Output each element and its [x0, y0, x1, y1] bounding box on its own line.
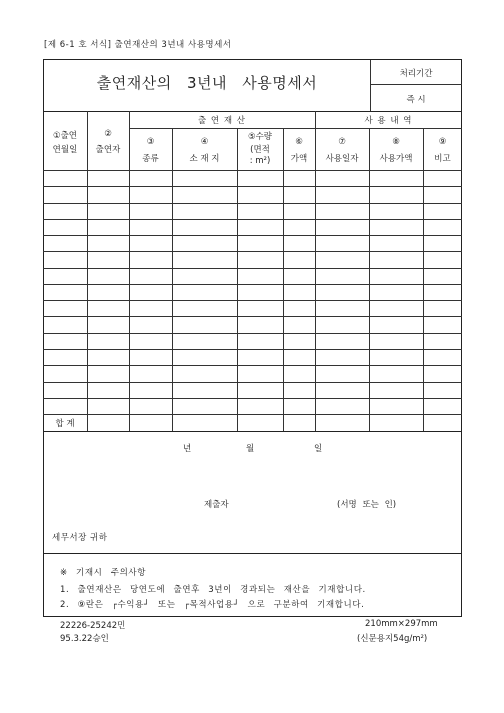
table-row-line	[43, 251, 462, 252]
processing-value: 즉 시	[406, 95, 426, 105]
date-day: 일	[314, 444, 323, 454]
header-quantity-l1: ⑤수량	[247, 132, 273, 142]
table-row-line	[43, 284, 462, 285]
header-value-label: 가액	[290, 154, 308, 164]
date-year: 년	[183, 444, 192, 454]
notes-heading: ※ 기재시 주의사항	[60, 568, 147, 578]
table-row-line	[43, 203, 462, 204]
col-divider-5	[283, 128, 284, 431]
header-contributor-label: 출연자	[95, 145, 121, 155]
notes-top-line	[43, 553, 462, 554]
col-divider-8	[423, 128, 424, 431]
header-usage-group: 사 용 내 역	[364, 116, 413, 126]
header-value-num: ⑥	[295, 137, 303, 147]
header-contributed-group: 출 연 재 산	[198, 116, 246, 126]
header-remarks-num: ⑨	[438, 137, 447, 147]
table-row-line	[43, 414, 462, 415]
header-use-date-label: 사용일자	[325, 154, 359, 164]
form-code: [제 6-1 호 서식] 출연재산의 3년내 사용명세서	[44, 40, 232, 50]
table-row-line	[43, 365, 462, 366]
footer-approval-code: 22226-25242민	[60, 621, 126, 631]
total-label: 합 계	[55, 419, 75, 429]
notes-line-2: 2. ⑨란은 ┌수익용┘ 또는 ┌목적사업용┘ 으로 구분하여 기재합니다.	[60, 600, 365, 610]
header-location-num: ④	[200, 137, 209, 147]
table-top-line	[43, 111, 462, 112]
table-row-line	[43, 186, 462, 187]
date-month: 월	[246, 444, 255, 454]
table-row-line	[43, 268, 462, 269]
col-divider-1	[87, 111, 88, 431]
header-bottom-line	[43, 170, 462, 171]
processing-label: 처리기간	[399, 69, 433, 79]
header-contributor-num: ②	[104, 129, 112, 139]
table-row-line	[43, 382, 462, 383]
header-kind-num: ③	[146, 137, 155, 147]
header-date-label: 연월일	[52, 145, 78, 155]
col-divider-4	[237, 128, 238, 431]
submitter-label: 제출자	[204, 500, 229, 510]
notes-line-1: 1. 출연재산은 당연도에 출연후 3년이 경과되는 재산을 기재합니다.	[60, 585, 366, 595]
header-date-num: ①출연	[52, 131, 78, 141]
col-divider-7	[369, 128, 370, 431]
table-row-line	[43, 235, 462, 236]
footer-paper-type: (신문용지54g/m²)	[357, 634, 428, 644]
header-use-value-label: 사용가액	[379, 154, 413, 164]
total-bottom-line	[43, 431, 462, 432]
header-use-date-num: ⑦	[338, 137, 346, 147]
table-row-line	[43, 349, 462, 350]
table-row-line	[43, 333, 462, 334]
header-remarks-label: 비고	[434, 154, 451, 164]
col-divider-3	[172, 128, 173, 431]
footer-approval-date: 95.3.22승인	[60, 634, 109, 644]
addressee: 세무서장 귀하	[52, 533, 108, 543]
header-kind-label: 종류	[142, 154, 159, 164]
submitter-sign: (서명 또는 인)	[337, 500, 397, 510]
header-quantity-l3: : m²)	[249, 156, 271, 166]
table-row-line	[43, 316, 462, 317]
processing-divider	[370, 84, 462, 85]
footer-paper-size: 210mm×297mm	[365, 619, 438, 629]
header-quantity-l2: (면적	[250, 145, 270, 155]
table-row-line	[43, 398, 462, 399]
header-location-label: 소 재 지	[189, 154, 220, 164]
table-row-line	[43, 219, 462, 220]
group-header-line	[129, 128, 462, 129]
form-title: 출연재산의 3년내 사용명세서	[96, 74, 318, 92]
header-use-value-num: ⑧	[392, 137, 400, 147]
table-row-line	[43, 300, 462, 301]
